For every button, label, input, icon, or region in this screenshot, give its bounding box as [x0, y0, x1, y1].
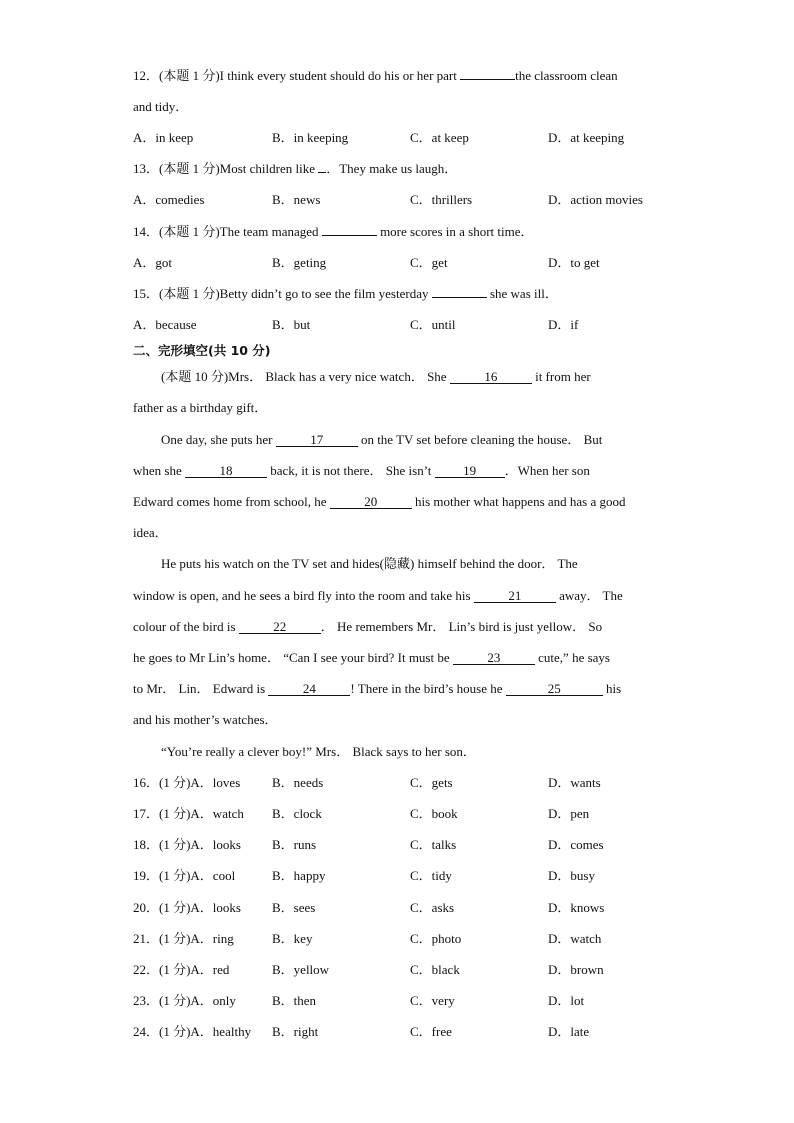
question-14: [133, 224, 534, 240]
option-c: C．free: [410, 1024, 452, 1039]
option-c: C．at keep: [410, 130, 469, 145]
passage-text: to Mr． Lin． Edward is: [133, 681, 269, 696]
blank-20: 20: [330, 495, 412, 509]
choice-row-16: [133, 775, 663, 791]
question-text: she was ill．: [486, 286, 558, 301]
choice-row-18: [133, 837, 663, 853]
passage-text: Edward comes home from school, he: [133, 494, 330, 509]
choice-number: 21．(1 分)A．ring: [133, 931, 234, 946]
option-a: A．in keep: [133, 130, 194, 145]
option-d: D．lot: [548, 993, 585, 1008]
choice-number: 17．(1 分)A．watch: [133, 806, 244, 821]
choice-number: 18．(1 分)A．looks: [133, 837, 241, 852]
option-b: B．geting: [272, 255, 327, 270]
passage-line: idea．: [133, 525, 168, 540]
option-c: C．book: [410, 806, 458, 821]
option-d: D．brown: [548, 962, 604, 977]
passage-line: [133, 681, 621, 697]
question-12-cont: and tidy．: [133, 99, 189, 114]
passage-text: on the TV set before cleaning the house． But: [357, 432, 603, 447]
blank-19: 19: [435, 464, 505, 478]
option-d: D．watch: [548, 931, 602, 946]
option-d: D．if: [548, 317, 579, 332]
option-c: C．photo: [410, 931, 462, 946]
choice-number: 24．(1 分)A．healthy: [133, 1024, 252, 1039]
question-15-options: [133, 317, 663, 333]
option-b: B．runs: [272, 837, 317, 852]
passage-text: ! There in the bird’s house he: [350, 681, 506, 696]
passage-text: ．When her son: [504, 463, 590, 478]
passage-text: it from her: [531, 369, 591, 384]
passage-line: He puts his watch on the TV set and hides(隐藏) himself behind the door． The: [161, 556, 578, 571]
question-15: [133, 286, 558, 302]
passage-text: colour of the bird is: [133, 619, 239, 634]
choice-row-24: [133, 1024, 663, 1040]
question-12: [133, 68, 618, 84]
blank-25: 25: [506, 682, 603, 696]
blank-17: 17: [276, 433, 358, 447]
answer-blank: [322, 235, 377, 236]
passage-line: [133, 650, 610, 666]
blank-24: 24: [268, 682, 350, 696]
option-c: C．thrillers: [410, 192, 473, 207]
option-d: D．late: [548, 1024, 590, 1039]
passage-line: and his mother’s watches．: [133, 712, 278, 727]
passage-text: his mother what happens and has a good: [411, 494, 626, 509]
choice-number: 19．(1 分)A．cool: [133, 868, 236, 883]
option-b: B．news: [272, 192, 321, 207]
option-b: B．needs: [272, 775, 324, 790]
question-text: 15．(本题 1 分)Betty didn’t go to see the film yesterday: [133, 286, 432, 301]
choice-row-20: [133, 900, 663, 916]
passage-text: back, it is not there． She isn’t: [267, 463, 435, 478]
choice-number: 16．(1 分)A．loves: [133, 775, 241, 790]
blank-21: 21: [474, 589, 556, 603]
option-d: D．busy: [548, 868, 595, 883]
option-c: C．talks: [410, 837, 457, 852]
option-b: B．right: [272, 1024, 319, 1039]
passage-line: [161, 432, 602, 448]
choice-row-17: [133, 806, 663, 822]
option-d: D．at keeping: [548, 130, 625, 145]
choice-number: 23．(1 分)A．only: [133, 993, 236, 1008]
passage-text: his: [602, 681, 622, 696]
option-d: D．wants: [548, 775, 601, 790]
question-text: ．They make us laugh．: [326, 161, 458, 176]
answer-blank: [460, 79, 515, 80]
choice-number: 20．(1 分)A．looks: [133, 900, 241, 915]
option-d: D．comes: [548, 837, 604, 852]
question-14-options: [133, 255, 663, 271]
passage-line: [133, 619, 602, 635]
passage-text: when she: [133, 463, 185, 478]
option-d: D．knows: [548, 900, 605, 915]
question-13: [133, 161, 457, 177]
passage-line: father as a birthday gift．: [133, 400, 268, 415]
option-c: C．gets: [410, 775, 453, 790]
passage-text: cute,” he says: [534, 650, 610, 665]
passage-text: away． The: [555, 588, 623, 603]
option-c: C．very: [410, 993, 455, 1008]
option-d: D．to get: [548, 255, 600, 270]
question-12-options: [133, 130, 663, 146]
passage-text: window is open, and he sees a bird fly into the room and take his: [133, 588, 474, 603]
option-c: C．black: [410, 962, 460, 977]
option-d: D．action movies: [548, 192, 643, 207]
question-text: 13．(本题 1 分)Most children like: [133, 161, 319, 176]
blank-18: 18: [185, 464, 267, 478]
option-b: B．in keeping: [272, 130, 349, 145]
option-a: A．because: [133, 317, 197, 332]
passage-text: (本题 10 分)Mrs． Black has a very nice watch． She: [161, 369, 450, 384]
question-text: the classroom clean: [515, 68, 618, 83]
option-b: B．happy: [272, 868, 326, 883]
passage-line: “You’re really a clever boy!” Mrs． Black says to her son．: [161, 744, 476, 759]
option-c: C．get: [410, 255, 448, 270]
choice-row-19: [133, 868, 663, 884]
passage-line: [161, 369, 591, 385]
passage-text: he goes to Mr Lin’s home． “Can I see your bird? It must be: [133, 650, 453, 665]
question-13-options: [133, 192, 663, 208]
option-a: A．got: [133, 255, 173, 270]
blank-22: 22: [239, 620, 321, 634]
option-c: C．asks: [410, 900, 455, 915]
choice-row-22: [133, 962, 663, 978]
option-b: B．key: [272, 931, 313, 946]
question-text: 14．(本题 1 分)The team managed: [133, 224, 322, 239]
blank-23: 23: [453, 651, 535, 665]
option-b: B．but: [272, 317, 311, 332]
choice-row-23: [133, 993, 663, 1009]
answer-blank: [432, 297, 487, 298]
choice-row-21: [133, 931, 663, 947]
section-title: 二、完形填空(共 10 分): [133, 343, 271, 358]
option-b: B．sees: [272, 900, 316, 915]
option-d: D．pen: [548, 806, 590, 821]
question-text: 12．(本题 1 分)I think every student should do his or her part: [133, 68, 461, 83]
passage-line: [133, 463, 590, 479]
passage-text: One day, she puts her: [161, 432, 276, 447]
option-b: B．yellow: [272, 962, 330, 977]
passage-line: [133, 588, 623, 604]
option-b: B．clock: [272, 806, 322, 821]
blank-16: 16: [450, 370, 532, 384]
option-c: C．until: [410, 317, 456, 332]
option-b: B．then: [272, 993, 317, 1008]
option-c: C．tidy: [410, 868, 452, 883]
passage-text: ． He remembers Mr． Lin’s bird is just yellow． So: [320, 619, 603, 634]
question-text: more scores in a short time．: [376, 224, 534, 239]
option-a: A．comedies: [133, 192, 205, 207]
passage-line: [133, 494, 626, 510]
choice-number: 22．(1 分)A．red: [133, 962, 230, 977]
